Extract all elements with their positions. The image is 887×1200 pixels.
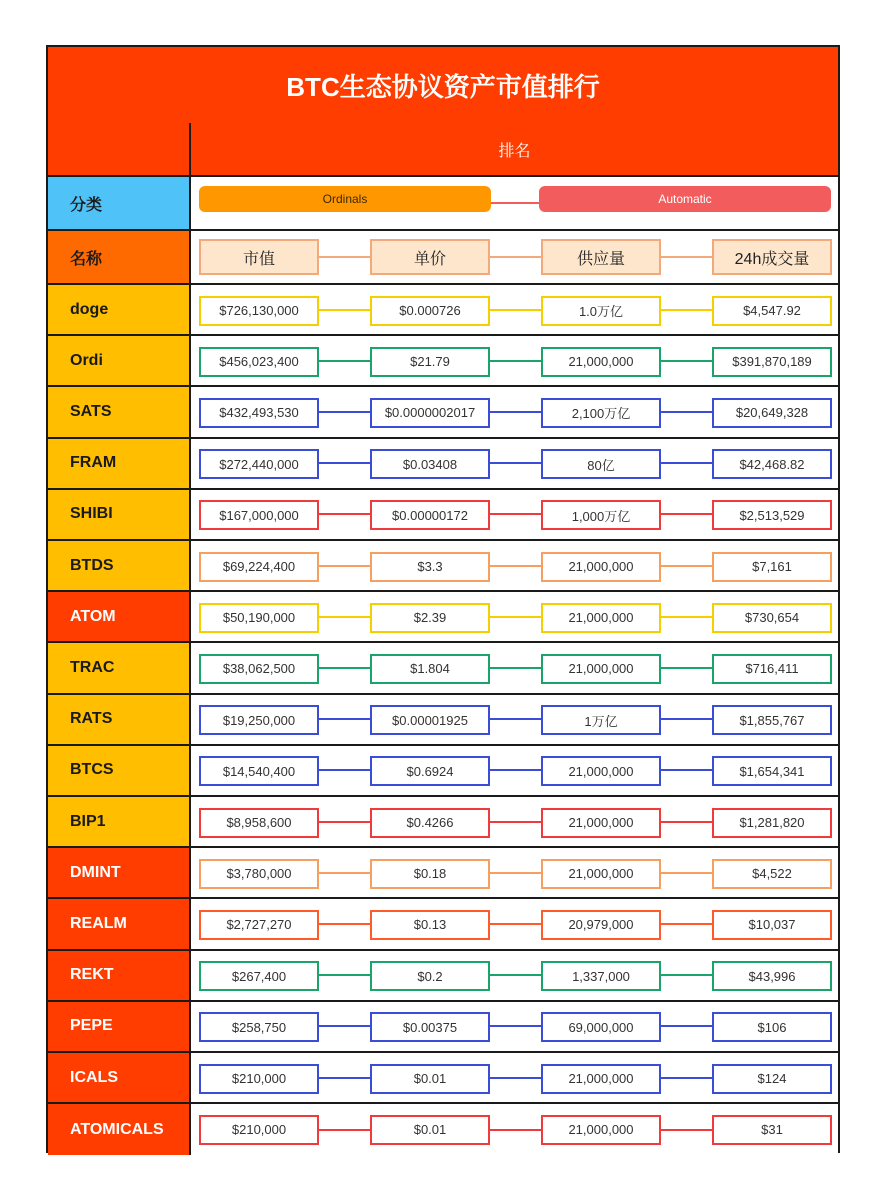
supply-cell: 1,337,000 <box>541 961 661 991</box>
table-row <box>48 848 838 899</box>
volume-24h-cell: $4,547.92 <box>712 296 832 326</box>
table-row <box>48 285 838 336</box>
volume-24h-cell: $42,468.82 <box>712 449 832 479</box>
asset-name: ATOMICALS <box>48 1104 191 1155</box>
market-cap-cell: $456,023,400 <box>199 347 319 377</box>
market-cap-cell: $210,000 <box>199 1115 319 1145</box>
volume-24h-cell: $4,522 <box>712 859 832 889</box>
row-values <box>191 541 838 590</box>
row-connector <box>271 769 758 771</box>
volume-24h-cell: $20,649,328 <box>712 398 832 428</box>
table-row <box>48 695 838 746</box>
volume-24h-cell: $2,513,529 <box>712 500 832 530</box>
market-cap-cell: $38,062,500 <box>199 654 319 684</box>
table-row <box>48 1053 838 1104</box>
market-cap-cell: $69,224,400 <box>199 552 319 582</box>
row-connector <box>271 974 758 976</box>
market-cap-cell: $267,400 <box>199 961 319 991</box>
unit-price-cell: $0.00375 <box>370 1012 490 1042</box>
table-row <box>48 746 838 797</box>
ranking-table <box>46 45 840 1153</box>
market-cap-cell: $272,440,000 <box>199 449 319 479</box>
table-row <box>48 592 838 643</box>
ordinals-pill: Ordinals <box>199 186 491 212</box>
unit-price-cell: $0.2 <box>370 961 490 991</box>
volume-24h-cell: $391,870,189 <box>712 347 832 377</box>
asset-name: ICALS <box>48 1053 191 1102</box>
table-row <box>48 541 838 592</box>
supply-cell: 1.0万亿 <box>541 296 661 326</box>
row-connector <box>271 1025 758 1027</box>
asset-name: TRAC <box>48 643 191 692</box>
volume-24h-cell: $1,855,767 <box>712 705 832 735</box>
volume-24h-cell: $1,281,820 <box>712 808 832 838</box>
rank-row <box>48 123 838 177</box>
row-connector <box>271 616 758 618</box>
row-connector <box>271 718 758 720</box>
unit-price-cell: $0.01 <box>370 1064 490 1094</box>
market-cap-cell: $2,727,270 <box>199 910 319 940</box>
asset-name: BTDS <box>48 541 191 590</box>
row-connector <box>271 462 758 464</box>
asset-name: RATS <box>48 695 191 744</box>
unit-price-cell: $0.000726 <box>370 296 490 326</box>
row-values <box>191 951 838 1000</box>
name-column-label: 名称 <box>48 231 191 283</box>
supply-cell: 1万亿 <box>541 705 661 735</box>
table-row <box>48 490 838 541</box>
market-cap-cell: $50,190,000 <box>199 603 319 633</box>
row-values <box>191 387 838 436</box>
volume-24h-cell: $43,996 <box>712 961 832 991</box>
row-values <box>191 336 838 385</box>
unit-price-cell: $3.3 <box>370 552 490 582</box>
market-cap-cell: $210,000 <box>199 1064 319 1094</box>
row-values <box>191 899 838 948</box>
market-cap-cell: $726,130,000 <box>199 296 319 326</box>
automatic-pill: Automatic <box>539 186 831 212</box>
category-row <box>48 177 838 231</box>
asset-name: SATS <box>48 387 191 436</box>
table-row <box>48 797 838 848</box>
table-row <box>48 643 838 694</box>
row-connector <box>271 309 758 311</box>
column-header-market-cap: 市值 <box>199 239 319 275</box>
unit-price-cell: $0.00001925 <box>370 705 490 735</box>
row-values <box>191 1053 838 1102</box>
category-label: 分类 <box>48 177 191 229</box>
supply-cell: 21,000,000 <box>541 756 661 786</box>
table-row <box>48 439 838 490</box>
supply-cell: 2,100万亿 <box>541 398 661 428</box>
row-connector <box>271 360 758 362</box>
unit-price-cell: $2.39 <box>370 603 490 633</box>
supply-cell: 20,979,000 <box>541 910 661 940</box>
unit-price-cell: $0.0000002017 <box>370 398 490 428</box>
asset-name: BTCS <box>48 746 191 795</box>
row-connector <box>271 1077 758 1079</box>
row-connector <box>271 1129 758 1131</box>
supply-cell: 1,000万亿 <box>541 500 661 530</box>
page-title: BTC生态协议资产市值排行 <box>48 47 838 125</box>
asset-name: doge <box>48 285 191 334</box>
row-values <box>191 643 838 692</box>
supply-cell: 21,000,000 <box>541 603 661 633</box>
asset-name: REKT <box>48 951 191 1000</box>
table-row <box>48 951 838 1002</box>
row-values <box>191 797 838 846</box>
row-values <box>191 746 838 795</box>
unit-price-cell: $0.13 <box>370 910 490 940</box>
table-row <box>48 899 838 950</box>
row-values <box>191 848 838 897</box>
column-header-supply: 供应量 <box>541 239 661 275</box>
asset-name: ATOM <box>48 592 191 641</box>
market-cap-cell: $432,493,530 <box>199 398 319 428</box>
asset-name: SHIBI <box>48 490 191 539</box>
category-content <box>191 177 838 229</box>
unit-price-cell: $0.18 <box>370 859 490 889</box>
supply-cell: 21,000,000 <box>541 654 661 684</box>
unit-price-cell: $0.6924 <box>370 756 490 786</box>
asset-name: REALM <box>48 899 191 948</box>
row-connector <box>271 667 758 669</box>
market-cap-cell: $19,250,000 <box>199 705 319 735</box>
column-header-unit-price: 单价 <box>370 239 490 275</box>
supply-cell: 21,000,000 <box>541 1064 661 1094</box>
supply-cell: 80亿 <box>541 449 661 479</box>
unit-price-cell: $21.79 <box>370 347 490 377</box>
table-row <box>48 1104 838 1155</box>
supply-cell: 21,000,000 <box>541 552 661 582</box>
unit-price-cell: $0.01 <box>370 1115 490 1145</box>
volume-24h-cell: $730,654 <box>712 603 832 633</box>
row-values <box>191 592 838 641</box>
table-row <box>48 387 838 438</box>
volume-24h-cell: $124 <box>712 1064 832 1094</box>
row-values <box>191 285 838 334</box>
table-row <box>48 336 838 387</box>
supply-cell: 21,000,000 <box>541 808 661 838</box>
market-cap-cell: $14,540,400 <box>199 756 319 786</box>
rank-header: 排名 <box>191 123 838 175</box>
row-values <box>191 439 838 488</box>
header-content <box>191 231 838 283</box>
market-cap-cell: $8,958,600 <box>199 808 319 838</box>
row-connector <box>271 872 758 874</box>
unit-price-cell: $0.00000172 <box>370 500 490 530</box>
header-connector <box>271 256 758 258</box>
asset-name: Ordi <box>48 336 191 385</box>
volume-24h-cell: $106 <box>712 1012 832 1042</box>
row-connector <box>271 513 758 515</box>
asset-name: DMINT <box>48 848 191 897</box>
column-header-24h-volume: 24h成交量 <box>712 239 832 275</box>
supply-cell: 21,000,000 <box>541 347 661 377</box>
volume-24h-cell: $1,654,341 <box>712 756 832 786</box>
row-connector <box>271 923 758 925</box>
supply-cell: 69,000,000 <box>541 1012 661 1042</box>
asset-name: BIP1 <box>48 797 191 846</box>
asset-name: FRAM <box>48 439 191 488</box>
row-values <box>191 695 838 744</box>
market-cap-cell: $258,750 <box>199 1012 319 1042</box>
market-cap-cell: $3,780,000 <box>199 859 319 889</box>
row-values <box>191 490 838 539</box>
supply-cell: 21,000,000 <box>541 1115 661 1145</box>
market-cap-cell: $167,000,000 <box>199 500 319 530</box>
row-connector <box>271 411 758 413</box>
row-values <box>191 1104 838 1155</box>
row-values <box>191 1002 838 1051</box>
unit-price-cell: $0.4266 <box>370 808 490 838</box>
row-connector <box>271 565 758 567</box>
volume-24h-cell: $7,161 <box>712 552 832 582</box>
volume-24h-cell: $716,411 <box>712 654 832 684</box>
header-row <box>48 231 838 285</box>
table-row <box>48 1002 838 1053</box>
row-connector <box>271 821 758 823</box>
asset-name: PEPE <box>48 1002 191 1051</box>
volume-24h-cell: $31 <box>712 1115 832 1145</box>
unit-price-cell: $0.03408 <box>370 449 490 479</box>
rank-row-label <box>48 123 191 175</box>
volume-24h-cell: $10,037 <box>712 910 832 940</box>
supply-cell: 21,000,000 <box>541 859 661 889</box>
unit-price-cell: $1.804 <box>370 654 490 684</box>
